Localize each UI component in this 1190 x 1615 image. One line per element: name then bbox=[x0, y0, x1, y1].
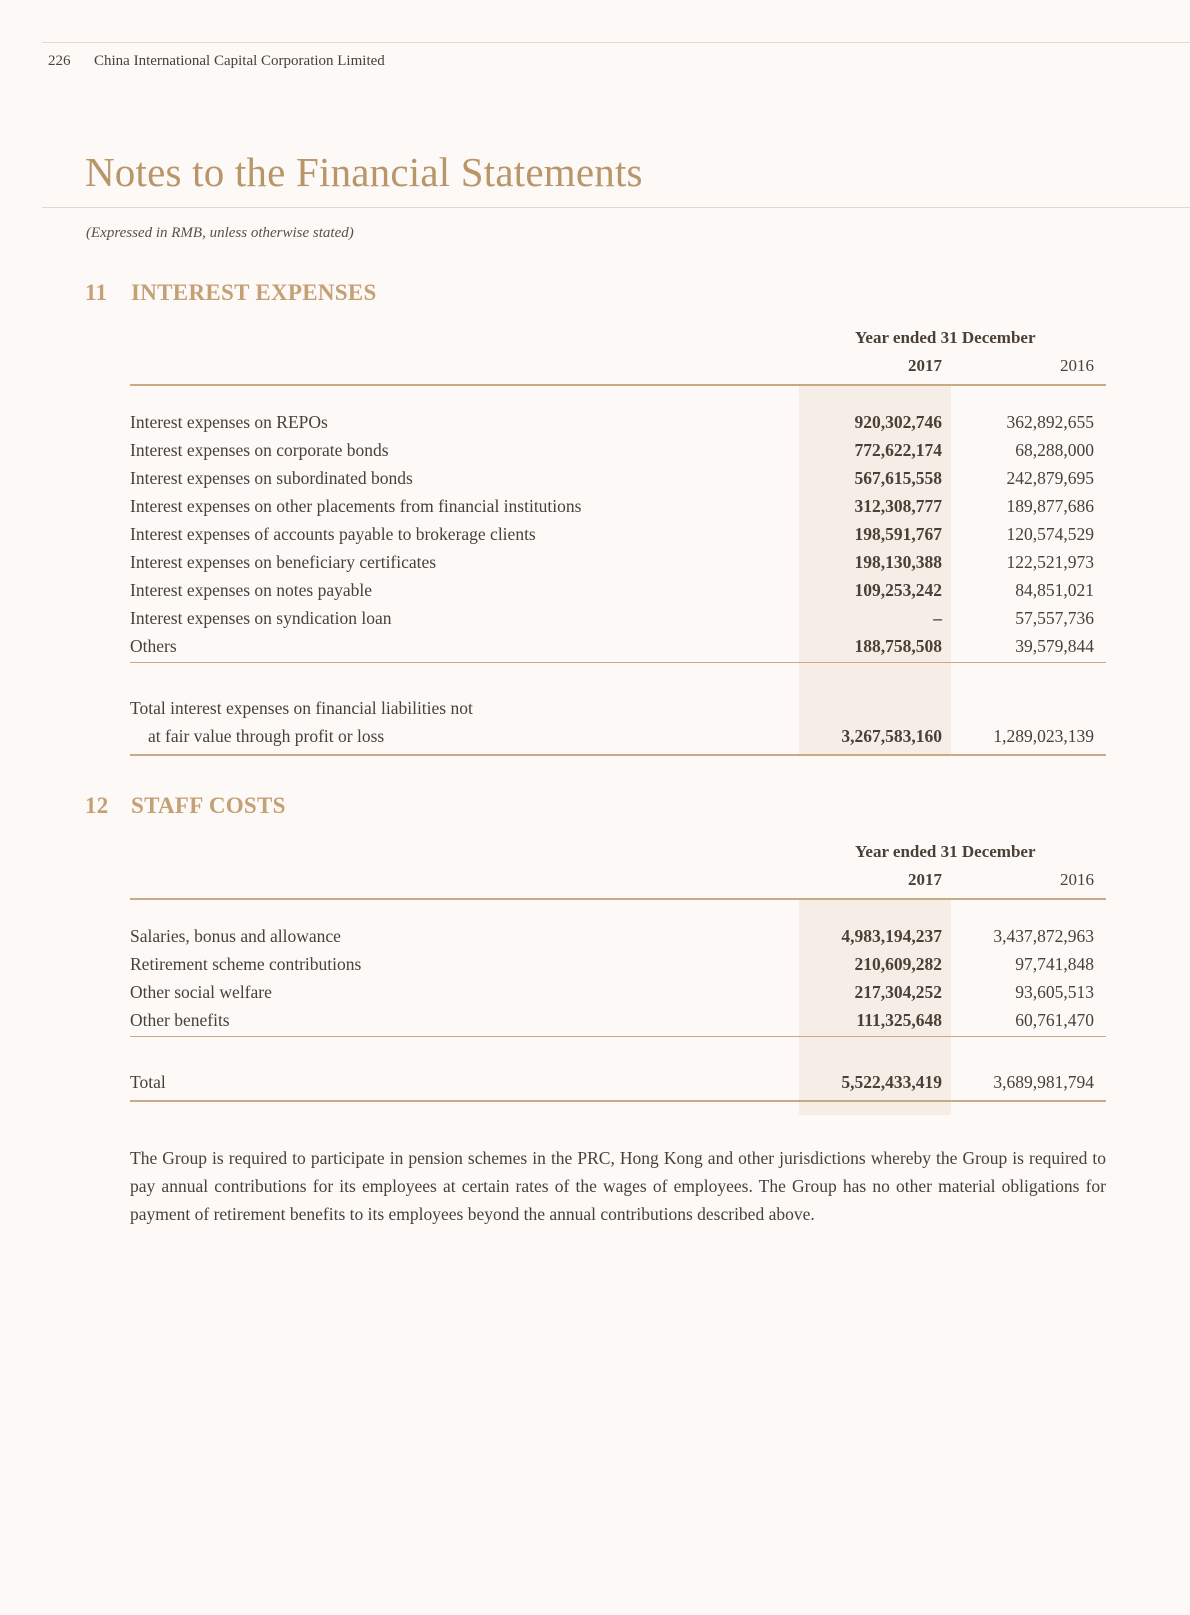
value-2017: 920,302,746 bbox=[854, 412, 942, 432]
section-heading-staff-costs bbox=[85, 793, 286, 819]
value-2017: 217,304,252 bbox=[854, 982, 942, 1002]
page-title: Notes to the Financial Statements bbox=[85, 149, 643, 195]
subtotal-rule bbox=[130, 662, 1106, 663]
value-2017: – bbox=[933, 608, 942, 628]
table-row bbox=[130, 548, 1106, 576]
table-row bbox=[130, 1006, 1106, 1034]
total-2017: 5,522,433,419 bbox=[841, 1072, 942, 1092]
row-label: Interest expenses on REPOs bbox=[130, 412, 328, 432]
staff-costs-table bbox=[130, 834, 1106, 1114]
total-rule bbox=[130, 754, 1106, 756]
total-label: Total interest expenses on financial liabilities not bbox=[130, 698, 473, 718]
total-label-continued: at fair value through profit or loss bbox=[148, 726, 385, 746]
total-2016: 3,689,981,794 bbox=[993, 1072, 1094, 1092]
value-2016: 68,288,000 bbox=[1015, 440, 1094, 460]
running-header bbox=[48, 53, 385, 70]
row-label: Others bbox=[130, 636, 177, 656]
row-label: Interest expenses on notes payable bbox=[130, 580, 373, 600]
value-2016: 84,851,021 bbox=[1015, 580, 1094, 600]
value-2017: 109,253,242 bbox=[854, 580, 942, 600]
table-row bbox=[130, 408, 1106, 436]
value-2016: 242,879,695 bbox=[1006, 468, 1094, 488]
value-2016: 93,605,513 bbox=[1015, 982, 1094, 1002]
total-label: Total bbox=[130, 1072, 166, 1092]
total-row bbox=[130, 1068, 1106, 1096]
row-label: Salaries, bonus and allowance bbox=[130, 926, 341, 946]
table-row bbox=[130, 632, 1106, 660]
value-2017: 312,308,777 bbox=[854, 496, 942, 516]
period-header: Year ended 31 December bbox=[855, 842, 1036, 861]
company-name: China International Capital Corporation Limited bbox=[94, 53, 385, 69]
value-2017: 188,758,508 bbox=[854, 636, 942, 656]
value-2017: 210,609,282 bbox=[854, 954, 942, 974]
row-label: Interest expenses of accounts payable to brokerage clients bbox=[130, 524, 536, 544]
year-2016-header: 2016 bbox=[1060, 356, 1094, 375]
table-row bbox=[130, 520, 1106, 548]
value-2017: 772,622,174 bbox=[854, 440, 942, 460]
period-header: Year ended 31 December bbox=[855, 328, 1036, 347]
title-rule bbox=[42, 207, 1190, 208]
table-row bbox=[130, 436, 1106, 464]
value-2017: 198,591,767 bbox=[854, 524, 942, 544]
table-row bbox=[130, 604, 1106, 632]
total-row-line1 bbox=[130, 694, 1106, 722]
value-2017: 567,615,558 bbox=[854, 468, 942, 488]
header-rule bbox=[130, 384, 1106, 386]
value-2016: 57,557,736 bbox=[1015, 608, 1094, 628]
header-rule bbox=[42, 42, 1190, 43]
section-title: INTEREST EXPENSES bbox=[131, 280, 377, 305]
year-2017-header: 2017 bbox=[908, 870, 942, 889]
value-2016: 39,579,844 bbox=[1015, 636, 1094, 656]
total-2016: 1,289,023,139 bbox=[993, 726, 1094, 746]
table-row bbox=[130, 978, 1106, 1006]
total-2017: 3,267,583,160 bbox=[841, 726, 942, 746]
section-title: STAFF COSTS bbox=[131, 793, 286, 818]
subtotal-rule bbox=[130, 1036, 1106, 1037]
value-2016: 189,877,686 bbox=[1006, 496, 1094, 516]
total-rule bbox=[130, 1100, 1106, 1102]
table-row bbox=[130, 464, 1106, 492]
value-2017: 111,325,648 bbox=[856, 1010, 942, 1030]
pension-footnote: The Group is required to participate in pension schemes in the PRC, Hong Kong and other jurisdictions whereby the Group is required to pay annual contributions for its employees at certain rates of the wages of employees. The Group has no other material obligations for payment of retirement benefits to its employees beyond the annual contributions described above. bbox=[130, 1148, 1106, 1224]
section-number: 11 bbox=[85, 280, 108, 305]
value-2016: 120,574,529 bbox=[1006, 524, 1094, 544]
row-label: Interest expenses on subordinated bonds bbox=[130, 468, 413, 488]
table-row bbox=[130, 950, 1106, 978]
row-label: Other social welfare bbox=[130, 982, 272, 1002]
value-2017: 4,983,194,237 bbox=[841, 926, 942, 946]
header-rule bbox=[130, 898, 1106, 900]
row-label: Retirement scheme contributions bbox=[130, 954, 362, 974]
value-2016: 97,741,848 bbox=[1015, 954, 1094, 974]
row-label: Interest expenses on other placements from financial institutions bbox=[130, 496, 582, 516]
interest-expenses-table bbox=[130, 320, 1106, 770]
year-2016-header: 2016 bbox=[1060, 870, 1094, 889]
row-label: Interest expenses on beneficiary certificates bbox=[130, 552, 437, 572]
section-number: 12 bbox=[85, 793, 109, 818]
total-row bbox=[130, 722, 1106, 750]
value-2016: 3,437,872,963 bbox=[993, 926, 1094, 946]
table-row bbox=[130, 576, 1106, 604]
page-number: 226 bbox=[48, 53, 71, 69]
value-2016: 122,521,973 bbox=[1006, 552, 1094, 572]
table-row bbox=[130, 492, 1106, 520]
year-2017-header: 2017 bbox=[908, 356, 942, 375]
value-2016: 60,761,470 bbox=[1015, 1010, 1094, 1030]
row-label: Interest expenses on corporate bonds bbox=[130, 440, 389, 460]
currency-note: (Expressed in RMB, unless otherwise stated) bbox=[86, 225, 354, 241]
value-2017: 198,130,388 bbox=[854, 552, 942, 572]
row-label: Other benefits bbox=[130, 1010, 230, 1030]
section-heading-interest-expenses bbox=[85, 280, 377, 306]
value-2016: 362,892,655 bbox=[1006, 412, 1094, 432]
table-row bbox=[130, 922, 1106, 950]
row-label: Interest expenses on syndication loan bbox=[130, 608, 392, 628]
